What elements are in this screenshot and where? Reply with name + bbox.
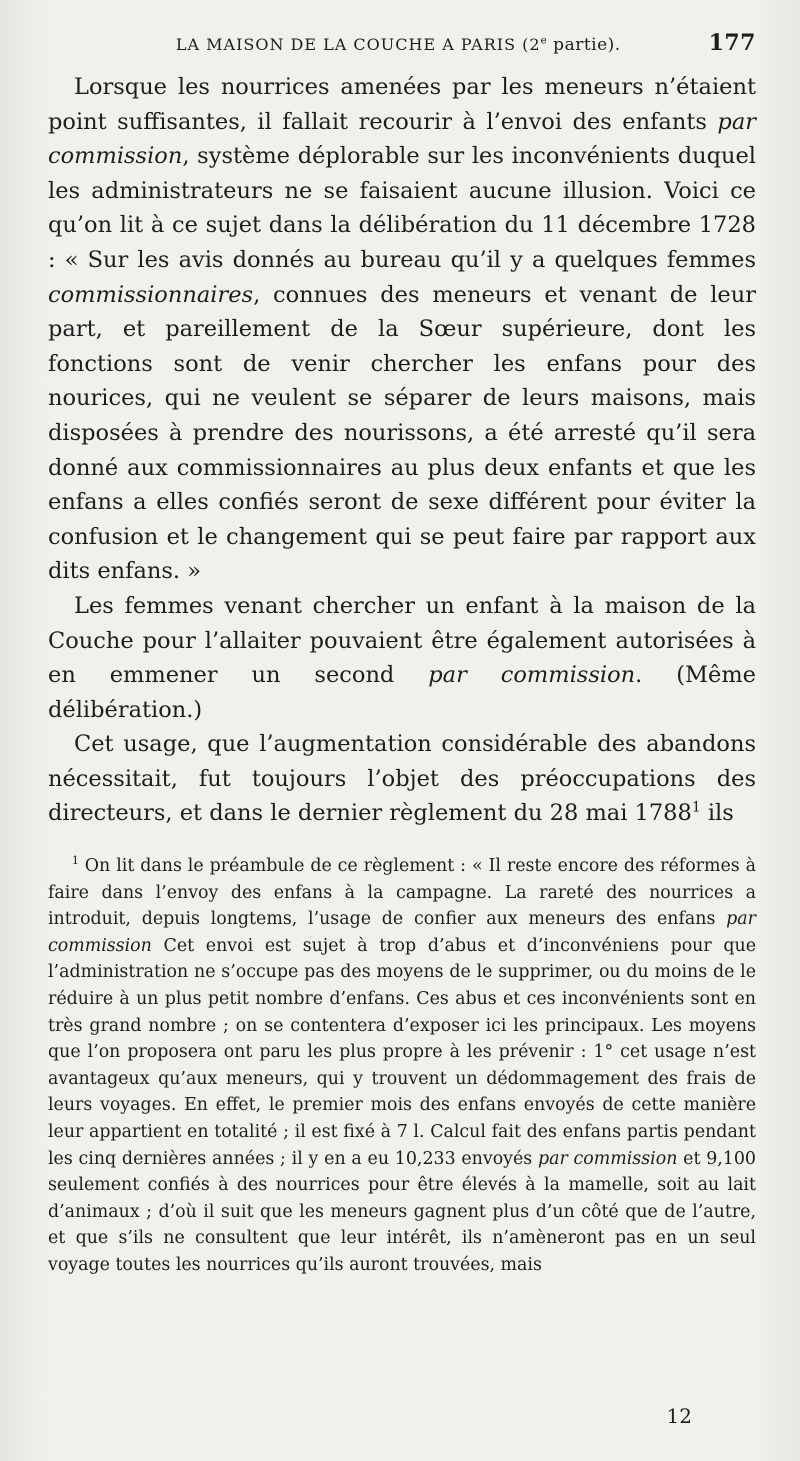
footnote-mark: 1 [72, 854, 79, 868]
footnote-paragraph [48, 853, 756, 1279]
running-header [48, 30, 756, 70]
paragraph-2 [48, 589, 756, 727]
footnote-reference: 1 [691, 799, 701, 816]
paragraph-3-text-a: Cet usage, que l’augmentation considérable des abandons nécessitait, fut toujours l’objet des préoccupations des directeurs, et dans le dernier règlement du 28 mai 1788 [48, 731, 756, 827]
footnote [48, 853, 756, 1279]
signature-mark: 12 [666, 1404, 692, 1428]
paragraph-2-text-b: . (Même délibération.) [48, 662, 756, 723]
running-title-text: LA MAISON DE LA COUCHE A PARIS (2 [175, 35, 541, 54]
footnote-text-b: Cet envoi est sujet à trop d’abus et d’inconvéniens pour que l’administration ne s’occupe pas des moyens de le supprimer, ou du moins de le réduire à un plus petit nombre d’enfans. Ces abus et ces inconvénients sont en très grand nombre ; on se contentera d’exposer ici les principaux. Les moyens que l’on proposera ont paru les plus propre à les prévenir : 1° cet usage n’est avantageux qu’aux meneurs, qui y trouvent un dédommagement des frais de leurs voyages. En effet, le premier mois des enfans envoyés de cette manière leur appartient en totalité ; il est fixé à 7 l. Calcul fait des enfans partis pendant les cinq dernières années ; il y en a eu 10,233 envoyés [48, 935, 756, 1169]
running-title-superscript: e [540, 34, 548, 47]
paragraph-3-text-b: ils [700, 800, 734, 827]
paragraph-1-text-c: , connues des meneurs et venant de leur part, et pareillement de la Sœur supérieure, dont les fonctions sont de venir chercher les enfans pour des nourices, qui ne veulent se séparer de leurs maisons, mais disposées à prendre des nourissons, a été arresté qu’il sera donné aux commissionnaires au plus deux enfants et que les enfans a elles confiés seront de sexe différent pour éviter la confusion et le changement qui se peut faire par rapport aux dits enfans. » [48, 281, 756, 585]
main-text [48, 70, 756, 831]
paragraph-1-italic-b: commissionnaires [48, 281, 254, 308]
footnote-italic-b: par commission [537, 1148, 678, 1169]
paragraph-2-italic: par commission [428, 662, 636, 689]
running-title [48, 35, 709, 55]
running-title-suffix: partie). [547, 35, 621, 55]
paragraph-1-text-a: Lorsque les nourrices amenées par les meneurs n’étaient point suffisantes, il fallait recourir à l’envoi des enfants [48, 74, 756, 135]
paragraph-1-text-b: , système déplorable sur les inconvénients duquel les administrateurs ne se faisaient aucune illusion. Voici ce qu’on lit à ce sujet dans la délibération du 11 décembre 1728 : « Sur les avis donnés au bureau qu’il y a quelques femmes [48, 143, 756, 273]
paragraph-3 [48, 727, 756, 831]
footnote-italic-a: par commission [48, 909, 756, 956]
page-number: 177 [708, 30, 756, 56]
footnote-text-c: et 9,100 seulement confiés à des nourrices pour être élevés à la mamelle, soit au lait d’animaux ; d’où il suit que les meneurs gagnent plus d’un côté que de l’autre, et que s’ils ne consultent que leur intérêt, ils n’amèneront pas en un seul voyage toutes les nourrices qu’ils auront trouvées, mais [48, 1148, 756, 1275]
paragraph-1 [48, 70, 756, 589]
paragraph-2-text-a: Les femmes venant chercher un enfant à la maison de la Couche pour l’allaiter pouvaient être également autorisées à en emmener un second [48, 592, 756, 689]
footnote-text-a: On lit dans le préambule de ce règlement : « Il reste encore des réformes à faire dans l’envoy des enfans à la campagne. La rareté des nourrices a introduit, depuis longtems, l’usage de confier aux meneurs des enfans [48, 856, 756, 930]
paragraph-1-italic-a: par commission [48, 108, 756, 170]
